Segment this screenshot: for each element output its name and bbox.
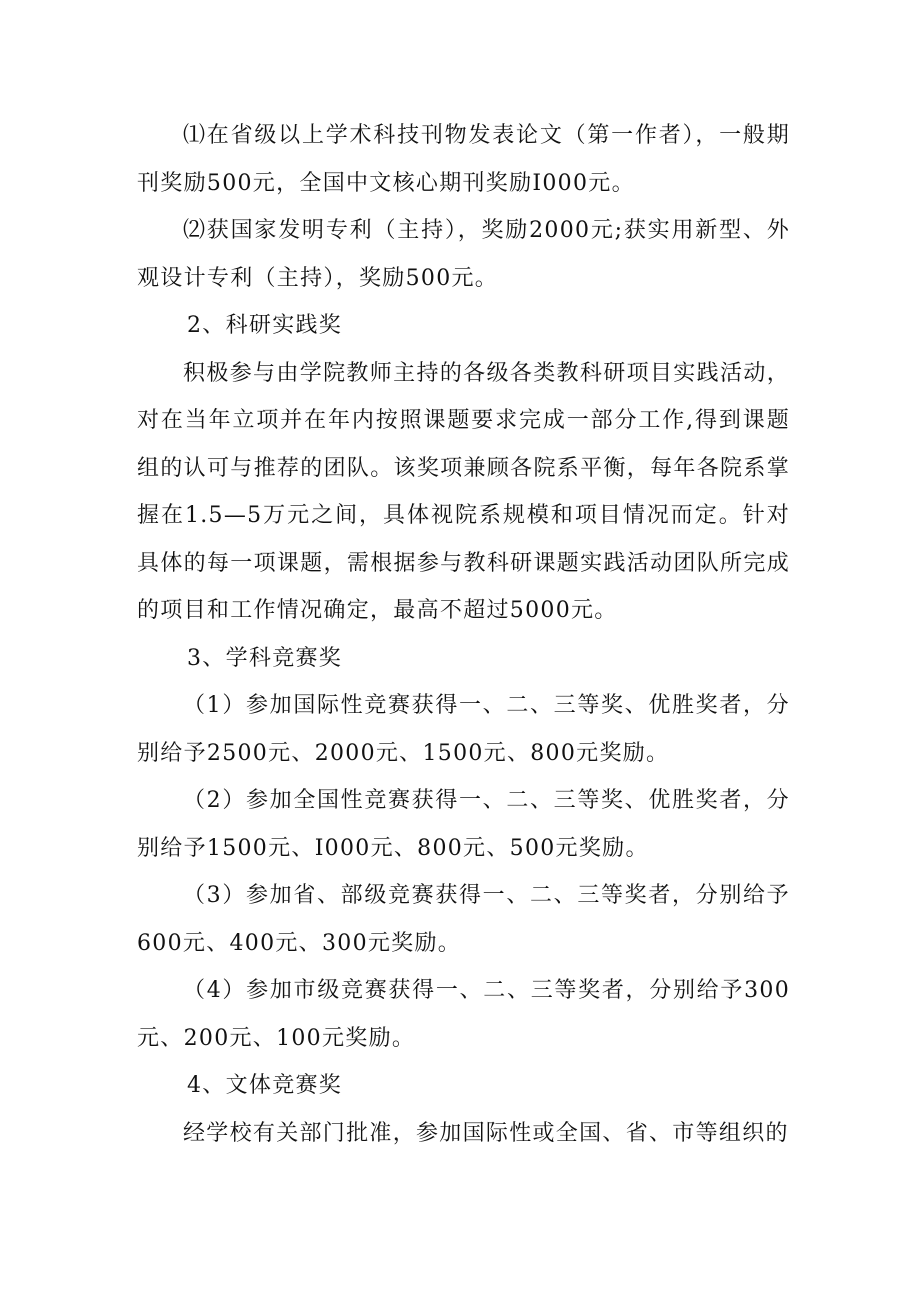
- paragraph-city-competition: （4）参加市级竞赛获得一、二、三等奖者，分别给予300元、200元、100元奖励。: [137, 978, 790, 1051]
- paragraph-research-practice: 积极参与由学院教师主持的各级各类教科研项目实践活动，对在当年立项并在年内按照课题要求完成一部分工作,得到课题组的认可与推荐的团队。该奖项兼顾各院系平衡，每年各院系掌握在1.5—5万元之间，具体视院系规模和项目情况而定。针对具体的每一项课题，需根据参与教科研课题实践活动团队所完成的项目和工作情况确定，最高不超过5000元。: [137, 360, 790, 623]
- paragraph-national-competition: （2）参加全国性竞赛获得一、二、三等奖、优胜奖者，分别给予1500元、I000元、800元、500元奖励。: [137, 788, 790, 861]
- section-heading-research-practice: 2、科研实践奖: [187, 313, 343, 338]
- paragraph-sports-culture-competition: 经学校有关部门批准，参加国际性或全国、省、市等组织的: [183, 1120, 789, 1146]
- paragraph-provincial-competition: （3）参加省、部级竞赛获得一、二、三等奖者，分别给予600元、400元、300元奖励。: [137, 883, 790, 956]
- paragraph-paper-award: ⑴在省级以上学术科技刊物发表论文（第一作者），一般期刊奖励500元，全国中文核心期刊奖励I000元。: [137, 123, 790, 196]
- section-heading-sports-culture-competition: 4、文体竞赛奖: [187, 1073, 343, 1098]
- paragraph-international-competition: （1）参加国际性竞赛获得一、二、三等奖、优胜奖者，分别给予2500元、2000元、1500元、800元奖励。: [137, 693, 790, 766]
- paragraph-patent-award: ⑵获国家发明专利（主持），奖励2000元;获实用新型、外观设计专利（主持），奖励500元。: [137, 218, 790, 291]
- section-heading-subject-competition: 3、学科竞赛奖: [187, 645, 343, 671]
